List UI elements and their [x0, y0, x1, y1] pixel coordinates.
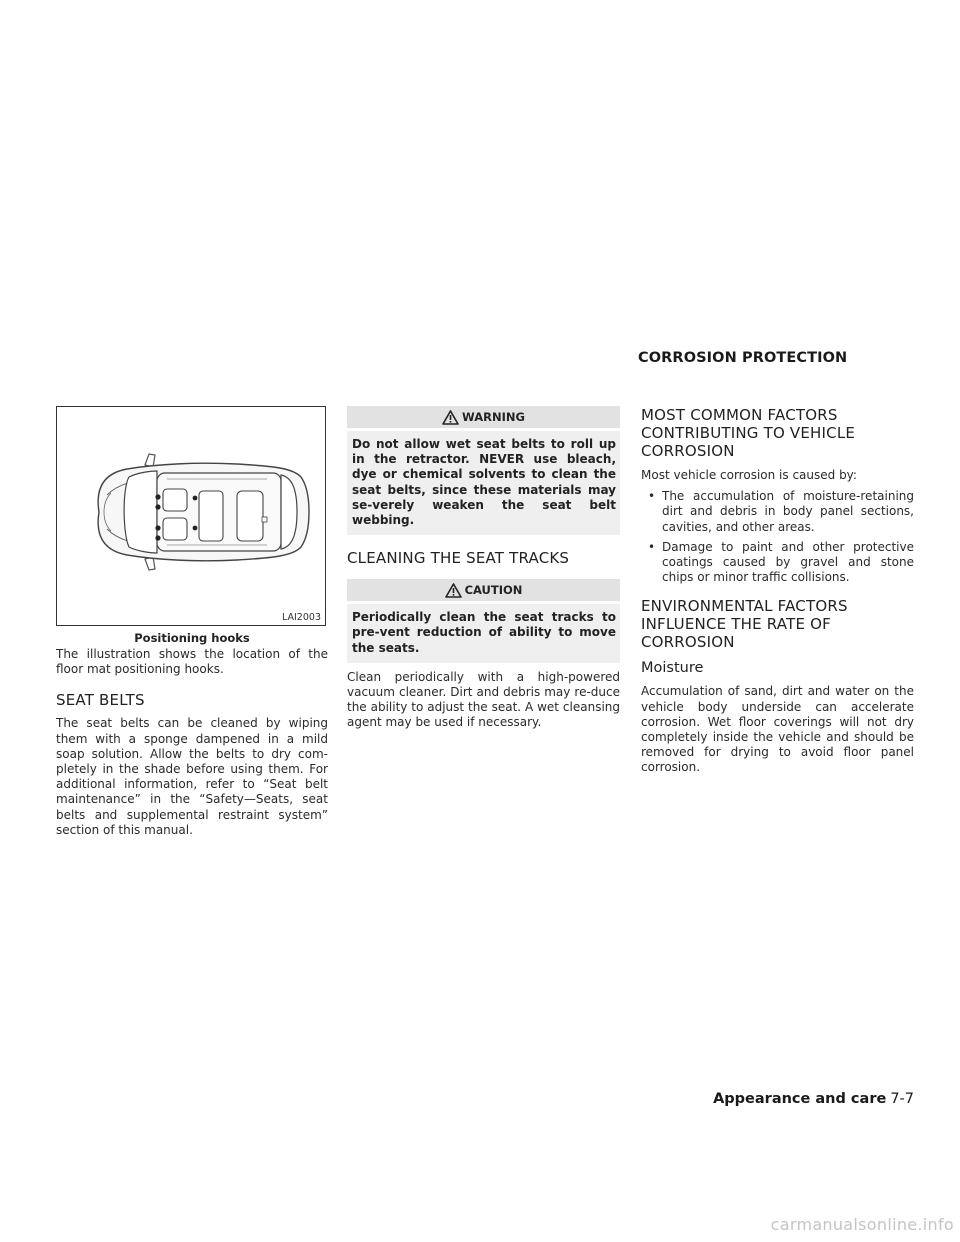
hook-marker — [155, 494, 160, 499]
caution-text: Periodically clean the seat tracks to pre-vent reduction of ability to move the seats. — [352, 610, 616, 655]
caution-label: CAUTION — [464, 583, 523, 598]
caution-header — [347, 579, 620, 601]
chapter-title: Appearance and care — [713, 1091, 887, 1107]
factors-list — [641, 489, 914, 585]
column-left — [56, 406, 328, 838]
warning-header — [347, 406, 620, 428]
seat-tracks-heading: CLEANING THE SEAT TRACKS — [347, 549, 570, 568]
seat-tracks-paragraph: Clean periodically with a high-powered vacuum cleaner. Dirt and debris may re-duce the ability to adjust the seat. A wet cleansing agent may be used if necessary. — [347, 669, 620, 730]
seat-belts-paragraph: The seat belts can be cleaned by wiping them with a sponge dampened in a mild soap solution. Allow the belts to dry com-pletely in the shade before using them. For additional information, refer to “Seat belt maintenance” in the “Safety—Seats, seat belts and supplemental restraint system” section of this manual. — [56, 716, 328, 837]
page-number: 7-7 — [890, 1091, 914, 1107]
hook-marker — [155, 525, 160, 530]
list-item: • The accumulation of moisture-retaining dirt and debris in body panel sections, cavities, and other areas. — [648, 489, 914, 534]
hook-marker — [193, 526, 198, 531]
vehicle-figure — [56, 406, 326, 626]
warning-body — [347, 431, 620, 535]
warning-text: Do not allow wet seat belts to roll up in the retractor. NEVER use bleach, dye or chemical solvents to clean the seat belts, since these materials may se-verely weaken the seat belt webbing. — [352, 437, 616, 528]
hook-marker — [193, 496, 198, 501]
watermark: carmanualsonline.info — [770, 1215, 954, 1234]
figure-code: LAI2003 — [282, 612, 321, 623]
caution-icon — [445, 583, 462, 598]
bullet-icon: • — [648, 489, 656, 504]
figure-caption: Positioning hooks — [134, 631, 250, 645]
factors-intro: Most vehicle corrosion is caused by: — [641, 468, 857, 482]
intro-paragraph: The illustration shows the location of the floor mat positioning hooks. — [56, 647, 328, 677]
page-footer — [713, 1091, 914, 1107]
seat-belts-heading: SEAT BELTS — [56, 691, 145, 710]
hook-marker — [155, 535, 160, 540]
moisture-paragraph: Accumulation of sand, dirt and water on the vehicle body underside can accelerate corrosion. Wet floor coverings will not dry completely inside the vehicle and should be removed for drying to avoid floor panel corrosion. — [641, 684, 914, 775]
column-right — [641, 406, 914, 776]
caution-body — [347, 604, 620, 663]
environmental-heading: ENVIRONMENTAL FACTORS INFLUENCE THE RATE OF CORROSION — [641, 597, 848, 652]
warning-label: WARNING — [462, 410, 525, 424]
column-middle — [347, 406, 620, 731]
moisture-heading: Moisture — [641, 660, 704, 677]
hook-marker — [155, 504, 160, 509]
warning-icon — [442, 410, 459, 425]
vehicle-top-view-illustration — [57, 407, 325, 625]
list-item: • Damage to paint and other protective coatings caused by gravel and stone chips or minor traffic collisions. — [648, 539, 914, 585]
factors-heading: MOST COMMON FACTORS CONTRIBUTING TO VEHICLE CORROSION — [641, 406, 856, 460]
bullet-icon: • — [648, 539, 656, 554]
section-header: CORROSION PROTECTION — [638, 350, 848, 366]
